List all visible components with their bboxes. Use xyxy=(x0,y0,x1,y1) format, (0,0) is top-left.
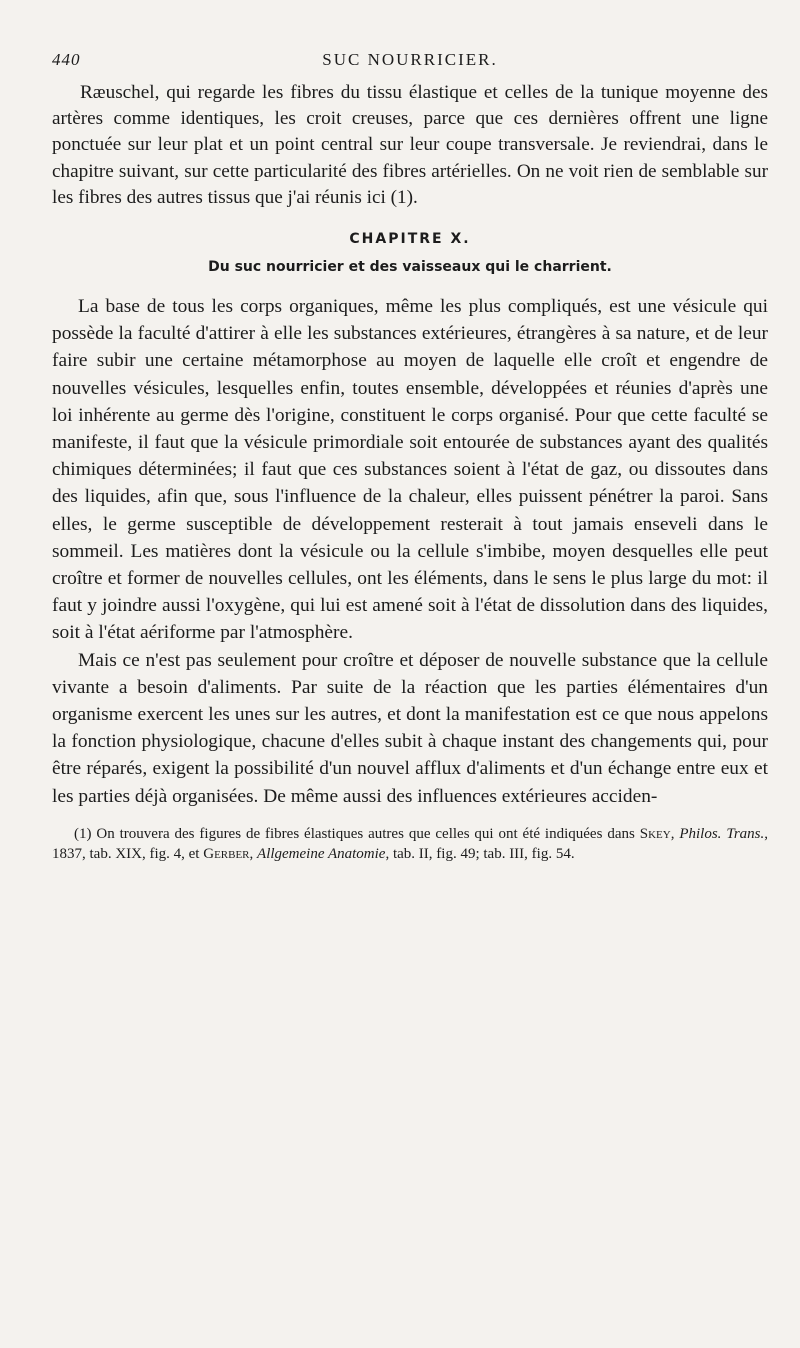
chapter-title: CHAPITRE X. xyxy=(349,231,471,248)
footnote-work-title: Allgemeine Anatomie xyxy=(257,845,386,862)
footnote-author: Skey xyxy=(639,825,671,842)
footnotes xyxy=(52,824,768,864)
intro-paragraph: Ræuschel, qui regarde les fibres du tissu élastique et celles de la tunique moyenne des artères comme identiques, les croit creuses, parce que ces dernières offrent une ligne ponctuée sur leur plat et un point central sur leur coupe transversale. Je reviendrai, dans le chapitre suivant, sur cette particularité des fibres artérielles. On ne voit rien de semblable sur les fibres des autres tissus que j'ai réunis ici (1). xyxy=(52,82,768,208)
footnote-work-title: Philos. Trans. xyxy=(679,825,765,842)
page-number: 440 xyxy=(52,50,81,69)
running-title: SUC NOURRICIER. xyxy=(322,50,498,69)
footnote-reference: , 1837, tab. XIX, fig. 4, et xyxy=(52,825,769,862)
footnote-reference: , tab. II, fig. 49; tab. III, fig. 54. xyxy=(385,845,575,862)
book-page xyxy=(52,50,768,864)
body-paragraph: Mais ce n'est pas seulement pour croître et déposer de nouvelle substance que la cellule vivante a besoin d'aliments. Par suite de la réaction que les parties élémentaires d'un organisme exercent les unes sur les autres, et dont la manifestation est ce que nous appelons la fonction physiologique, chacune d'elles subit à chaque instant des changements qui, pour être réparés, exigent la possibilité d'un nouvel afflux d'aliments et d'un échange entre eux et les parties déjà organisées. De même aussi des influences extérieures acciden- xyxy=(52,649,768,807)
footnote: (1) On trouvera des figures de fibres élastiques autres que celles qui ont été indiquées dans Skey, Philos. Trans., 1837, tab. XIX, fig. 4, et Gerber, Allgemeine Anatomie, tab. II, fig. 49; tab. III, fig. 54. xyxy=(52,825,769,862)
body-paragraph: La base de tous les corps organiques, même les plus compliqués, est une vésicule qui possède la faculté d'attirer à elle les substances extérieures, étrangères à sa nature, et de leur faire subir une certaine métamorphose au moyen de laquelle elle croît et engendre de nouvelles vésicules, lesquelles enfin, toutes ensemble, développées et réunies d'après une loi inhérente au germe dès l'origine, constituent le corps organisé. Pour que cette faculté se manifeste, il faut que la vésicule primordiale soit entourée de substances ayant des qualités chimiques déterminées; il faut que ces substances soient à l'état de gaz, ou dissoutes dans des liquides, afin que, sous l'influence de la chaleur, elles puissent pénétrer la paroi. Sans elles, le germe susceptible de développement resterait à tout jamais enseveli dans le sommeil. Les matières dont la vésicule ou la cellule s'imbibe, moyen desquelles elle peut croître et former de nouvelles cellules, ont les éléments, dans le sens le plus large du mot: il faut y joindre aussi l'oxygène, qui lui est amené soit à l'état de dissolution dans des liquides, soit à l'état aériforme par l'atmosphère. xyxy=(52,296,768,644)
footnote-text: On trouvera des figures de fibres élastiques autres que celles qui ont été indiquées dans xyxy=(96,825,635,842)
footnote-author: Gerber xyxy=(203,845,250,862)
footnote-marker: (1) xyxy=(74,825,92,842)
running-header xyxy=(52,50,768,80)
chapter-subtitle: Du suc nourricier et des vaisseaux qui le charrient. xyxy=(208,259,612,276)
